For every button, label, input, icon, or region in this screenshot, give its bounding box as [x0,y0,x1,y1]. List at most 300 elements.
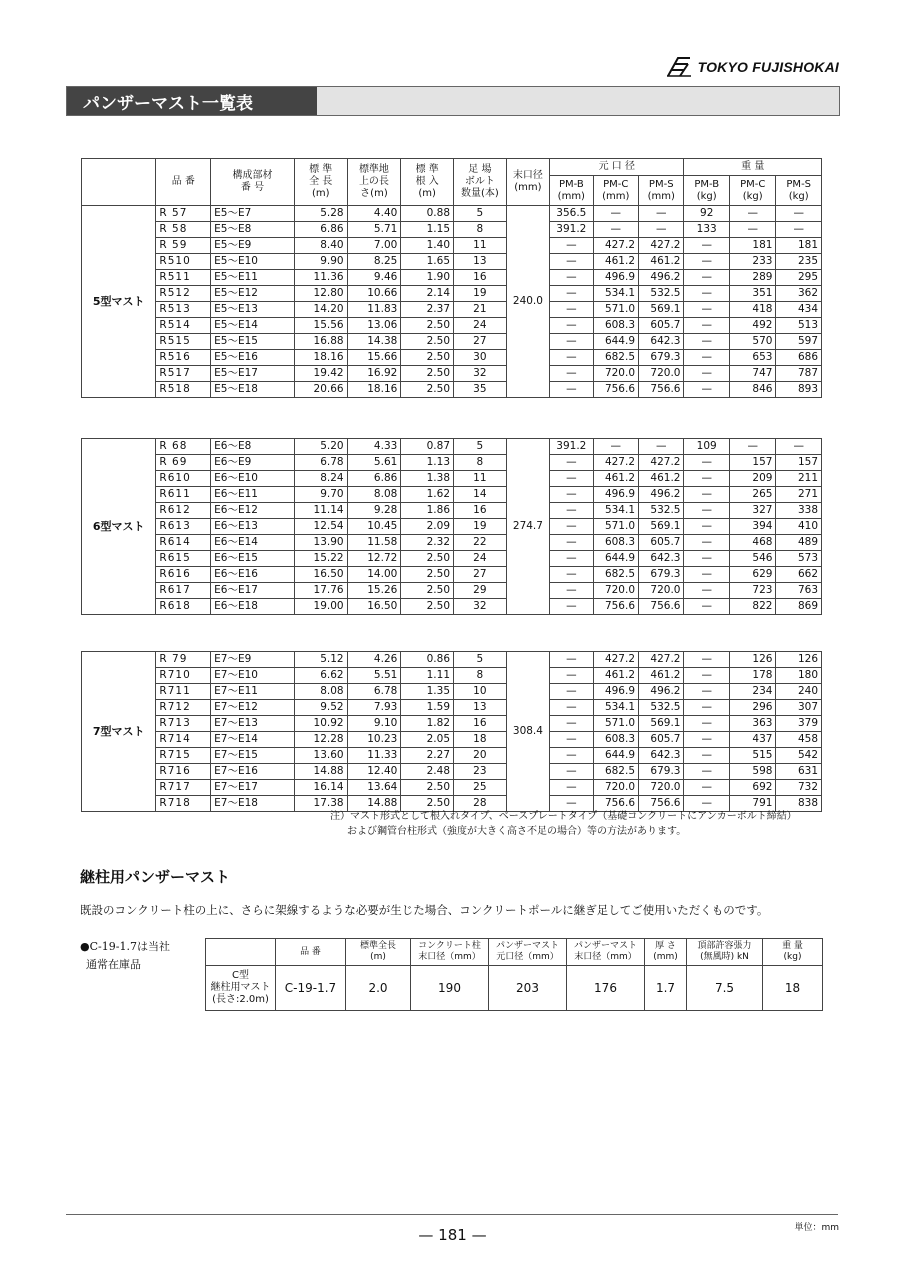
table-cell: 1.65 [401,254,454,270]
table-cell: 14 [454,487,507,503]
table-cell: 15.26 [347,583,401,599]
table-cell: 5 [454,652,507,668]
table-cell: — [684,535,729,551]
table-cell: 2.50 [401,780,454,796]
table-row [82,583,822,599]
product-code: R612 [156,503,211,519]
table-cell: 8.40 [294,238,347,254]
product-code: R717 [156,780,211,796]
product-code: R512 [156,286,211,302]
joint-header-cell: パンザーマスト 末口径（mm） [567,939,645,966]
table-cell: E6～E14 [211,535,295,551]
table-cell: 20 [454,748,507,764]
table-cell: — [550,270,593,286]
table-cell: 496.9 [593,270,638,286]
table-cell: E7～E11 [211,684,295,700]
table-cell: 265 [729,487,776,503]
table-row [82,519,822,535]
header-above: 標準地 上の長 さ(m) [347,159,401,206]
table-cell: 363 [729,716,776,732]
table-cell: 434 [776,302,822,318]
table-cell: — [593,439,638,455]
product-code: R718 [156,796,211,812]
table-cell: 8.08 [347,487,401,503]
table-cell: E7～E15 [211,748,295,764]
table-cell: — [729,222,776,238]
table-cell: E5～E18 [211,382,295,398]
table-cell: 569.1 [639,302,684,318]
table-cell: E7～E12 [211,700,295,716]
table-cell: 19 [454,286,507,302]
table-cell: 16.50 [294,567,347,583]
table-cell: 4.40 [347,206,401,222]
table-cell: 546 [729,551,776,567]
product-code: R516 [156,350,211,366]
table-cell: 11 [454,471,507,487]
table-cell: 24 [454,318,507,334]
table-cell: 2.50 [401,796,454,812]
table-cell: — [684,471,729,487]
table-cell: 642.3 [639,551,684,567]
table-cell: 16.50 [347,599,401,615]
table-row [82,206,822,222]
table-cell: 787 [776,366,822,382]
table-cell: — [550,567,593,583]
table-cell: 679.3 [639,350,684,366]
table-row [82,732,822,748]
product-code: R 58 [156,222,211,238]
table-cell: 295 [776,270,822,286]
tip-diameter: 240.0 [506,206,549,398]
header-base-diameter: 元 口 径 [550,159,684,176]
table-cell: 732 [776,780,822,796]
joint-header-blank [206,939,276,966]
table-cell: — [684,382,729,398]
table-cell: — [550,668,593,684]
table-cell: — [550,583,593,599]
table-cell: — [550,748,593,764]
table-cell: 15.22 [294,551,347,567]
product-code: R 59 [156,238,211,254]
table-cell: E7～E18 [211,796,295,812]
table-cell: 12.72 [347,551,401,567]
table-cell: — [684,551,729,567]
table-cell: — [550,318,593,334]
table-cell: — [684,455,729,471]
table-cell: — [639,222,684,238]
table-cell: 12.54 [294,519,347,535]
product-code: R517 [156,366,211,382]
table-row [82,318,822,334]
product-code: R713 [156,716,211,732]
mast-type-label: 7型マスト [82,652,156,812]
table-cell: 10.23 [347,732,401,748]
table-cell: — [550,366,593,382]
table-cell: 14.20 [294,302,347,318]
table-cell: 8.25 [347,254,401,270]
table-cell: E6～E10 [211,471,295,487]
table-cell: — [684,503,729,519]
table-cell: 569.1 [639,716,684,732]
table-cell: 109 [684,439,729,455]
table-cell: — [684,519,729,535]
joint-header-cell: 重 量 (kg) [763,939,823,966]
table-row [82,684,822,700]
tip-diameter: 308.4 [506,652,549,812]
table-cell: E5～E7 [211,206,295,222]
table-cell: 289 [729,270,776,286]
table-cell: 2.50 [401,567,454,583]
product-code: R513 [156,302,211,318]
table-cell: 679.3 [639,567,684,583]
table-cell: 496.9 [593,487,638,503]
table-cell: 569.1 [639,519,684,535]
table-cell: E5～E8 [211,222,295,238]
table-cell: 534.1 [593,503,638,519]
table-cell: 5.61 [347,455,401,471]
table-cell: 5 [454,206,507,222]
table-cell: E7～E14 [211,732,295,748]
table-cell: 180 [776,668,822,684]
table-cell: 133 [684,222,729,238]
table-cell: 8 [454,222,507,238]
table-cell: — [684,652,729,668]
table-cell: E7～E13 [211,716,295,732]
table-cell: 8.08 [294,684,347,700]
table-cell: 513 [776,318,822,334]
table-cell: 327 [729,503,776,519]
table-cell: — [776,222,822,238]
table-cell: 6.78 [294,455,347,471]
table-cell: 22 [454,535,507,551]
table-cell: 692 [729,780,776,796]
header-pmc-kg: PM-C (kg) [729,176,776,206]
product-code: R711 [156,684,211,700]
product-code: R613 [156,519,211,535]
page-title-bar [66,86,840,116]
tip-diameter: 274.7 [506,439,549,615]
table-cell: E6～E11 [211,487,295,503]
table-cell: 461.2 [593,668,638,684]
table-cell: 720.0 [639,583,684,599]
table-cell: 1.82 [401,716,454,732]
mast-table [81,438,822,615]
table-cell: E5～E15 [211,334,295,350]
table-cell: 394 [729,519,776,535]
table-cell: 756.6 [593,599,638,615]
table-cell: 5.20 [294,439,347,455]
table-cell: 1.38 [401,471,454,487]
table-cell: 720.0 [639,780,684,796]
table-cell: 178 [729,668,776,684]
table-cell: 2.50 [401,350,454,366]
table-cell: 492 [729,318,776,334]
table-cell: 756.6 [639,599,684,615]
table-cell: 468 [729,535,776,551]
table-cell: — [729,206,776,222]
product-code: R514 [156,318,211,334]
table-cell: 1.86 [401,503,454,519]
table-row [82,780,822,796]
table-cell: 427.2 [593,455,638,471]
joint-header-cell: 頂部許容張力 (無風時) kN [687,939,763,966]
table-cell: 644.9 [593,551,638,567]
table-row [82,764,822,780]
header-length: 標 準 全 長 (m) [294,159,347,206]
table-cell: 822 [729,599,776,615]
note-line: および鋼管台柱形式（強度が大きく高さ不足の場合）等の方法があります。 [347,826,687,837]
table-cell: 427.2 [639,652,684,668]
header-code: 品 番 [156,159,211,206]
table-cell: 2.50 [401,551,454,567]
table-cell: 32 [454,599,507,615]
table-row [82,334,822,350]
table-cell: 747 [729,366,776,382]
table-cell: 642.3 [639,334,684,350]
table-cell: 9.70 [294,487,347,503]
table-cell: 181 [729,238,776,254]
table-cell: 571.0 [593,716,638,732]
table-row [82,551,822,567]
product-code: R 68 [156,439,211,455]
table-cell: E7～E16 [211,764,295,780]
table-row [82,302,822,318]
table-cell: 4.26 [347,652,401,668]
table-row [82,716,822,732]
table-cell: 11.58 [347,535,401,551]
table-cell: 17.76 [294,583,347,599]
table-cell: 13.06 [347,318,401,334]
table-cell: 11.33 [347,748,401,764]
table-cell: 13.64 [347,780,401,796]
table-cell: — [684,583,729,599]
fujishokai-logo-icon [666,56,692,78]
table-cell: 27 [454,567,507,583]
table-cell: — [684,668,729,684]
product-code: R 57 [156,206,211,222]
table-cell: 14.38 [347,334,401,350]
table-cell: 16 [454,270,507,286]
table-cell: — [550,732,593,748]
table-cell: — [550,780,593,796]
table-row [82,700,822,716]
table-cell: E6～E18 [211,599,295,615]
joint-header-cell: 品 番 [276,939,346,966]
table-cell: — [550,599,593,615]
table-cell: 461.2 [639,471,684,487]
table-cell: 19.42 [294,366,347,382]
table-cell: — [684,318,729,334]
table-cell: 9.52 [294,700,347,716]
table-cell: — [550,716,593,732]
table-cell: 29 [454,583,507,599]
table-cell: 1.59 [401,700,454,716]
table-cell: — [550,254,593,270]
table-cell: E5～E17 [211,366,295,382]
table-cell: 18.16 [347,382,401,398]
table-cell: 573 [776,551,822,567]
joint-cell: 2.0 [346,966,411,1011]
table-cell: 1.15 [401,222,454,238]
table-cell: 25 [454,780,507,796]
table-cell: 1.11 [401,668,454,684]
table-cell: — [729,439,776,455]
table-cell: 605.7 [639,318,684,334]
table-cell: 662 [776,567,822,583]
table-cell: 8 [454,668,507,684]
table-cell: — [684,732,729,748]
table-cell: — [639,439,684,455]
table-cell: — [684,700,729,716]
table-cell: 0.86 [401,652,454,668]
table-cell: 532.5 [639,700,684,716]
table-cell: 7.00 [347,238,401,254]
mast-type-label: 6型マスト [82,439,156,615]
table-cell: 2.14 [401,286,454,302]
table-cell: 0.88 [401,206,454,222]
table-cell: 2.50 [401,599,454,615]
table-row [82,254,822,270]
joint-header-cell: 厚 さ (mm) [645,939,687,966]
table-cell: 6.62 [294,668,347,684]
table-cell: — [684,238,729,254]
table-cell: 461.2 [639,254,684,270]
table-cell: 2.50 [401,366,454,382]
table-cell: E6～E15 [211,551,295,567]
product-code: R518 [156,382,211,398]
table-row [82,487,822,503]
table-cell: 605.7 [639,732,684,748]
table-cell: 14.00 [347,567,401,583]
table-cell: 763 [776,583,822,599]
table-cell: E5～E13 [211,302,295,318]
table-cell: 2.32 [401,535,454,551]
table-cell: 8.24 [294,471,347,487]
product-code: R715 [156,748,211,764]
table-cell: 2.50 [401,382,454,398]
table-cell: 597 [776,334,822,350]
table-cell: — [550,334,593,350]
table-cell: — [684,796,729,812]
product-code: R511 [156,270,211,286]
table-cell: 21 [454,302,507,318]
header-bolts: 足 場 ボルト 数量(本) [454,159,507,206]
table-cell: 4.33 [347,439,401,455]
table-cell: 608.3 [593,732,638,748]
table-cell: 838 [776,796,822,812]
table-cell: 11 [454,238,507,254]
table-cell: 532.5 [639,286,684,302]
joint-cell: 7.5 [687,966,763,1011]
header-pmb-mm: PM-B (mm) [550,176,593,206]
joint-table-header-row [206,939,823,966]
table-row [82,668,822,684]
product-code: R616 [156,567,211,583]
table-cell: 181 [776,238,822,254]
table-cell: 682.5 [593,567,638,583]
table-cell: — [684,302,729,318]
table-cell: 756.6 [593,382,638,398]
joint-cell: 18 [763,966,823,1011]
table-cell: — [593,206,638,222]
table-cell: 379 [776,716,822,732]
header-pmc-mm: PM-C (mm) [593,176,638,206]
table-cell: 427.2 [593,652,638,668]
table-cell: 629 [729,567,776,583]
table-cell: — [593,222,638,238]
product-code: R 79 [156,652,211,668]
table-cell: 2.09 [401,519,454,535]
header-member: 構成部材 番 号 [211,159,295,206]
table-cell: 2.48 [401,764,454,780]
table-cell: 1.35 [401,684,454,700]
table-cell: 32 [454,366,507,382]
table-cell: 756.6 [639,796,684,812]
title-bar-fill [317,87,839,115]
mast-type-label: 5型マスト [82,206,156,398]
table-row [82,535,822,551]
table-cell: 209 [729,471,776,487]
table-cell: 11.83 [347,302,401,318]
table-cell: 9.10 [347,716,401,732]
table-cell: 157 [729,455,776,471]
table-cell: 235 [776,254,822,270]
header-embed: 標 準 根 入 (m) [401,159,454,206]
table-cell: — [550,700,593,716]
table-cell: 869 [776,599,822,615]
header-pms-kg: PM-S (kg) [776,176,822,206]
table-cell: 679.3 [639,764,684,780]
table-cell: 6.78 [347,684,401,700]
table-row [82,350,822,366]
table-cell: 5 [454,439,507,455]
table-cell: E5～E14 [211,318,295,334]
table-header-row [82,159,822,176]
product-code: R614 [156,535,211,551]
joint-header-cell: 標準全長 (m) [346,939,411,966]
table-cell: 496.2 [639,487,684,503]
product-code: R510 [156,254,211,270]
table-cell: 391.2 [550,222,593,238]
table-cell: E6～E8 [211,439,295,455]
table-cell: — [550,302,593,318]
table-cell: 686 [776,350,822,366]
table-cell: 1.40 [401,238,454,254]
table-row [82,366,822,382]
table-cell: — [550,286,593,302]
product-code: R 69 [156,455,211,471]
table-cell: 427.2 [639,238,684,254]
table-cell: 427.2 [593,238,638,254]
table-cell: — [684,780,729,796]
table-cell: 2.27 [401,748,454,764]
product-code: R712 [156,700,211,716]
table-cell: — [684,684,729,700]
table-cell: 5.12 [294,652,347,668]
table-cell: — [684,487,729,503]
table-cell: 496.9 [593,684,638,700]
table-cell: E5～E10 [211,254,295,270]
table-cell: 19.00 [294,599,347,615]
table-cell: — [550,535,593,551]
table-cell: 19 [454,519,507,535]
table-cell: 418 [729,302,776,318]
table-cell: — [684,366,729,382]
table-cell: 644.9 [593,748,638,764]
table-cell: — [684,567,729,583]
section-description: 既設のコンクリート柱の上に、さらに架線するような必要が生じた場合、コンクリートポールに継ぎ足してご使用いただくものです。 [80,903,769,917]
product-code: R618 [156,599,211,615]
